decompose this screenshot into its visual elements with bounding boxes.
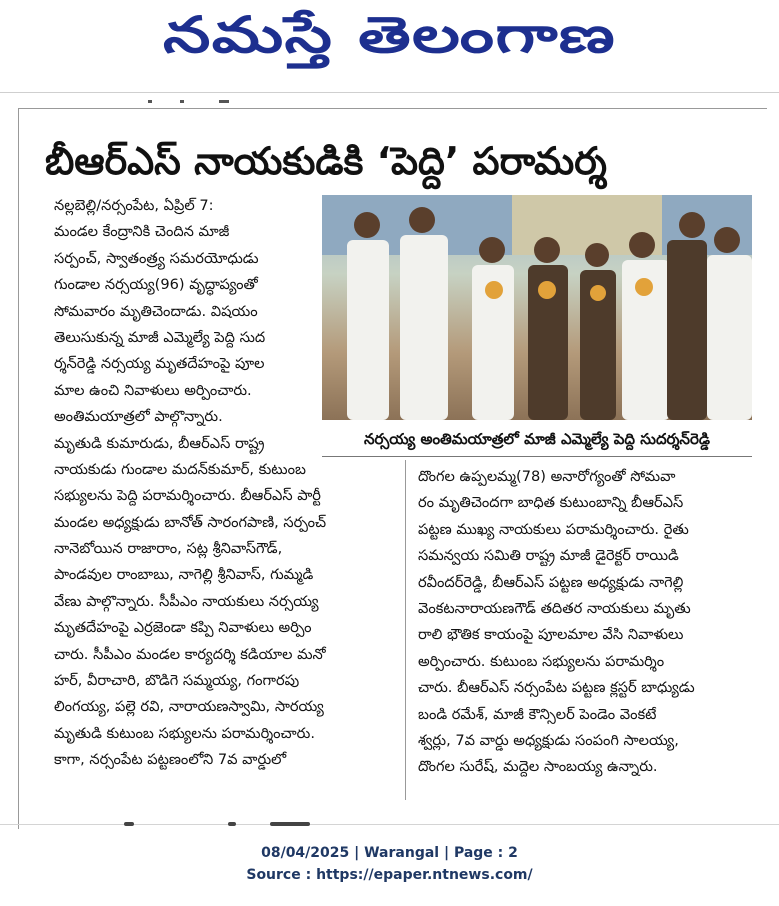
article-text-line: మృతుడి కుమారుడు, బీఆర్ఎస్ రాష్ట్ర bbox=[54, 434, 265, 452]
masthead bbox=[0, 0, 779, 90]
article-text-line: తెలుసుకున్న మాజీ ఎమ్మెల్యే పెద్ది సుద bbox=[54, 328, 266, 346]
article-text-line: చారు. బీఆర్ఎస్ నర్సంపేట పట్టణ క్లస్టర్ బాధ్యుడు bbox=[418, 679, 695, 697]
article-text-line: రవీందర్‌రెడ్డి, బీఆర్ఎస్ పట్టణ అధ్యక్షుడు నాగెల్లి bbox=[418, 573, 684, 591]
article-text-line: పాండవుల రాంబాబు, నాగెల్లి శ్రీనివాస్, గుమ్మడి bbox=[54, 566, 314, 584]
article-text-line: సర్పంచ్, స్వాతంత్ర్య సమరయోధుడు bbox=[54, 249, 259, 267]
article-text-line: మృతుడి కుటుంబ సభ్యులను పరామర్శించారు. bbox=[54, 724, 315, 742]
photo-caption: నర్సయ్య అంతిమయాత్రలో మాజీ ఎమ్మెల్యే పెద్ది సుదర్శన్‌రెడ్డి bbox=[364, 430, 710, 448]
article-text-line: సమన్వయ సమితి రాష్ట్ర మాజీ డైరెక్టర్ రాయిడి bbox=[418, 547, 679, 565]
scan-artifact-bottom bbox=[110, 822, 370, 828]
article-text-line: లింగయ్య, పల్లె రవి, నారాయణస్వామి, సారయ్య bbox=[54, 698, 324, 716]
photo-illustration bbox=[322, 195, 752, 420]
article-text-line: అంతిమయాత్రలో పాల్గొన్నారు. bbox=[54, 408, 223, 426]
article-text-line: నల్లబెల్లి/నర్సంపేట, ఏప్రిల్ 7: bbox=[54, 197, 214, 214]
article-text-line: రం మృతిచెందగా బాధిత కుటుంబాన్ని బీఆర్ఎస్ bbox=[418, 494, 684, 512]
article-text-line: పట్టణ ముఖ్య నాయకులు పరామర్శించారు. రైతు bbox=[418, 520, 689, 538]
article-text-line: బండి రమేశ్, మాజీ కౌన్సిలర్ పెండెం వెంకటే bbox=[418, 705, 657, 723]
article-headline: బీఆర్ఎస్ నాయకుడికి ‘పెద్ది’ పరామర్శ bbox=[45, 139, 607, 183]
footer-edition: 08/04/2025 | Warangal | Page : 2 bbox=[261, 845, 518, 861]
article-text-line: చారు. సీపీఎం మండల కార్యదర్శి కడియాల మనో bbox=[54, 645, 326, 663]
article-text-line: శ్వర్లు, 7వ వార్డు అధ్యక్షుడు సంపంగి సాలయ్య, bbox=[418, 731, 679, 749]
article-text-line: మండల కేంద్రానికి చెందిన మాజీ bbox=[54, 223, 230, 241]
article-text-line: మాల ఉంచి నివాళులు అర్పించారు. bbox=[54, 381, 252, 399]
article-text-line: వెంకటనారాయణగౌడ్ తదితర నాయకులు మృతు bbox=[418, 599, 691, 617]
article-right-column bbox=[418, 464, 750, 781]
article-text-line: దొంగల ఉప్పలమ్మ(78) అనారోగ్యంతో సోమవా bbox=[418, 468, 676, 485]
article-text-line: ర్శన్‌రెడ్డి నర్సయ్య మృతదేహంపై పూల bbox=[54, 355, 265, 373]
footer bbox=[0, 842, 779, 886]
article-text-line: రాలి భౌతిక కాయంపై పూలమాల వేసి నివాళులు bbox=[418, 626, 684, 644]
article-text-line: మృతదేహంపై ఎర్రజెండా కప్పి నివాళులు అర్పిం bbox=[54, 619, 312, 637]
article-text-line: సభ్యులను పెద్ది పరామర్శించారు. బీఆర్ఎస్ పార్టీ bbox=[54, 487, 321, 505]
scan-artifact bbox=[14, 98, 234, 104]
newspaper-logo: నమస్తే తెలంగాణ bbox=[162, 6, 617, 64]
article-text-line: గుండాల నర్సయ్య(96) వృద్ధాప్యంతో bbox=[54, 276, 258, 294]
article-text-line: కాగా, నర్సంపేట పట్టణంలోని 7వ వార్డులో bbox=[54, 751, 287, 769]
article-text-line: నాయకుడు గుండాల మదన్‌కుమార్, కుటుంబ bbox=[54, 460, 306, 478]
article-text-line: వేణు పాల్గొన్నారు. సీపీఎం నాయకులు నర్సయ్య bbox=[54, 592, 319, 610]
article-photo bbox=[322, 195, 752, 420]
top-divider bbox=[0, 92, 779, 93]
article-text-line: హర్, వీరాచారి, బొడిగె సమ్మయ్య, గంగారపు bbox=[54, 672, 300, 690]
article-text-line: సోమవారం మృతిచెందాడు. విషయం bbox=[54, 302, 258, 320]
article-text-line: అర్పించారు. కుటుంబ సభ్యులను పరామర్శిం bbox=[418, 652, 665, 670]
column-divider bbox=[405, 460, 406, 800]
article-text-line: నానెబోయిన రాజారాం, సట్ల శ్రీనివాస్‌గౌడ్, bbox=[54, 540, 283, 558]
caption-divider bbox=[322, 456, 752, 457]
article-text-line: దొంగల సురేష్, మద్దెల సాంబయ్య ఉన్నారు. bbox=[418, 758, 658, 776]
footer-source: Source : https://epaper.ntnews.com/ bbox=[246, 867, 533, 883]
article-text-line: మండల అధ్యక్షుడు బానోత్ సారంగపాణి, సర్పంచ్ bbox=[54, 513, 327, 531]
